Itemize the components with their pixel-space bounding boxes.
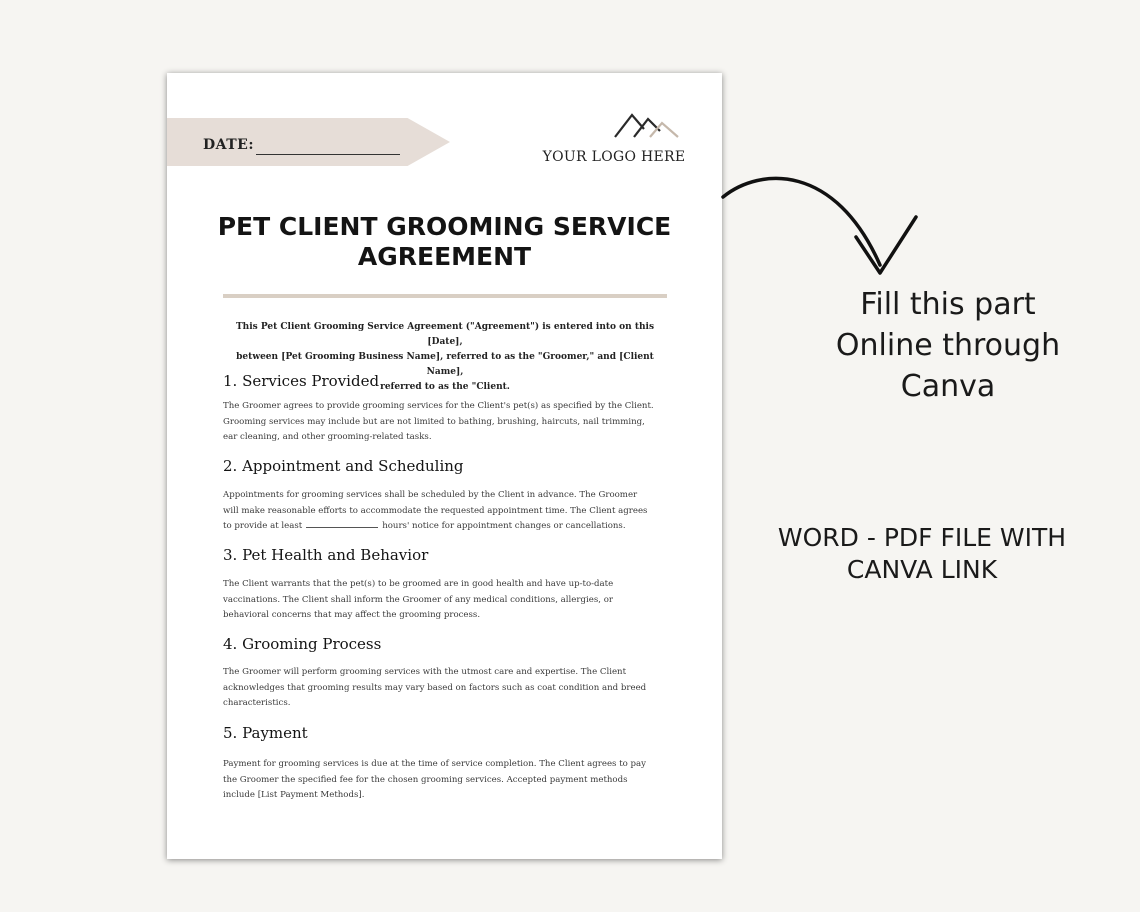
paragraph-text: to provide at least [223, 521, 303, 531]
title-line: PET CLIENT GROOMING SERVICE [217, 212, 672, 241]
paragraph-line: Payment for grooming services is due at the time of service completion. The Client agrees to pay [223, 759, 647, 769]
paragraph-line: Appointments for grooming services shall be scheduled by the Client in advance. The Groomer [223, 490, 638, 500]
paragraph-line: will make reasonable efforts to accommodate the requested appointment time. The Client agrees [223, 505, 648, 516]
intro-line: referred to as the "Client. [380, 382, 510, 392]
section-heading: 2. Appointment and Scheduling [223, 457, 464, 475]
intro-line: This Pet Client Grooming Service Agreement ("Agreement") is entered into on this [Date], [235, 322, 655, 347]
callout-line: Fill this part [860, 287, 1036, 322]
section-paragraph [223, 488, 665, 535]
section-heading: 3. Pet Health and Behavior [223, 546, 429, 564]
title-line: AGREEMENT [357, 242, 532, 271]
section-heading: 5. Payment [223, 724, 308, 742]
document-title [207, 212, 682, 272]
paragraph-text: hours' notice for appointment changes or cancellations. [382, 521, 626, 531]
mountain-logo-icon [614, 111, 680, 139]
section-paragraph [223, 665, 665, 712]
section-paragraph [223, 757, 665, 804]
date-field-line [256, 154, 400, 155]
format-line: CANVA LINK [846, 555, 998, 584]
curved-arrow-icon [720, 165, 930, 285]
intro-line: between [Pet Grooming Business Name], referred to as the "Groomer," and [Client Name], [236, 352, 654, 377]
date-label: DATE: [203, 137, 254, 153]
paragraph-line: acknowledges that grooming results may vary based on factors such as coat condition and breed [223, 682, 647, 693]
paragraph-line: vaccinations. The Client shall inform the Groomer of any medical conditions, allergies, or [223, 594, 613, 605]
paragraph-line: ear cleaning, and other grooming-related tasks. [223, 432, 432, 442]
hours-blank-field [306, 527, 378, 528]
format-line: WORD - PDF FILE WITH [777, 523, 1067, 552]
section-paragraph [223, 399, 665, 446]
callout-line: Online through [835, 328, 1061, 363]
document-page [167, 73, 722, 859]
logo-placeholder-text: YOUR LOGO HERE [542, 149, 686, 165]
paragraph-line: The Groomer agrees to provide grooming services for the Client's pet(s) as specified by the Client. [223, 401, 654, 411]
paragraph-line: the Groomer the specified fee for the chosen grooming services. Accepted payment methods [223, 774, 628, 785]
paragraph-line: characteristics. [223, 698, 291, 708]
section-paragraph [223, 577, 665, 624]
paragraph-line: include [List Payment Methods]. [223, 790, 365, 800]
paragraph-line: The Client warrants that the pet(s) to be groomed are in good health and have up-to-date [223, 579, 614, 589]
paragraph-line [223, 519, 665, 535]
paragraph-line: The Groomer will perform grooming services with the utmost care and expertise. The Client [223, 667, 627, 677]
file-format-note [756, 522, 1088, 586]
section-heading: 4. Grooming Process [223, 635, 382, 653]
fill-online-callout [808, 284, 1088, 407]
section-heading: 1. Services Provided [223, 372, 380, 390]
title-divider [223, 294, 667, 298]
callout-line: Canva [900, 369, 996, 404]
paragraph-line: Grooming services may include but are not limited to bathing, brushing, haircuts, nail trimming, [223, 416, 645, 427]
paragraph-line: behavioral concerns that may affect the grooming process. [223, 610, 481, 620]
